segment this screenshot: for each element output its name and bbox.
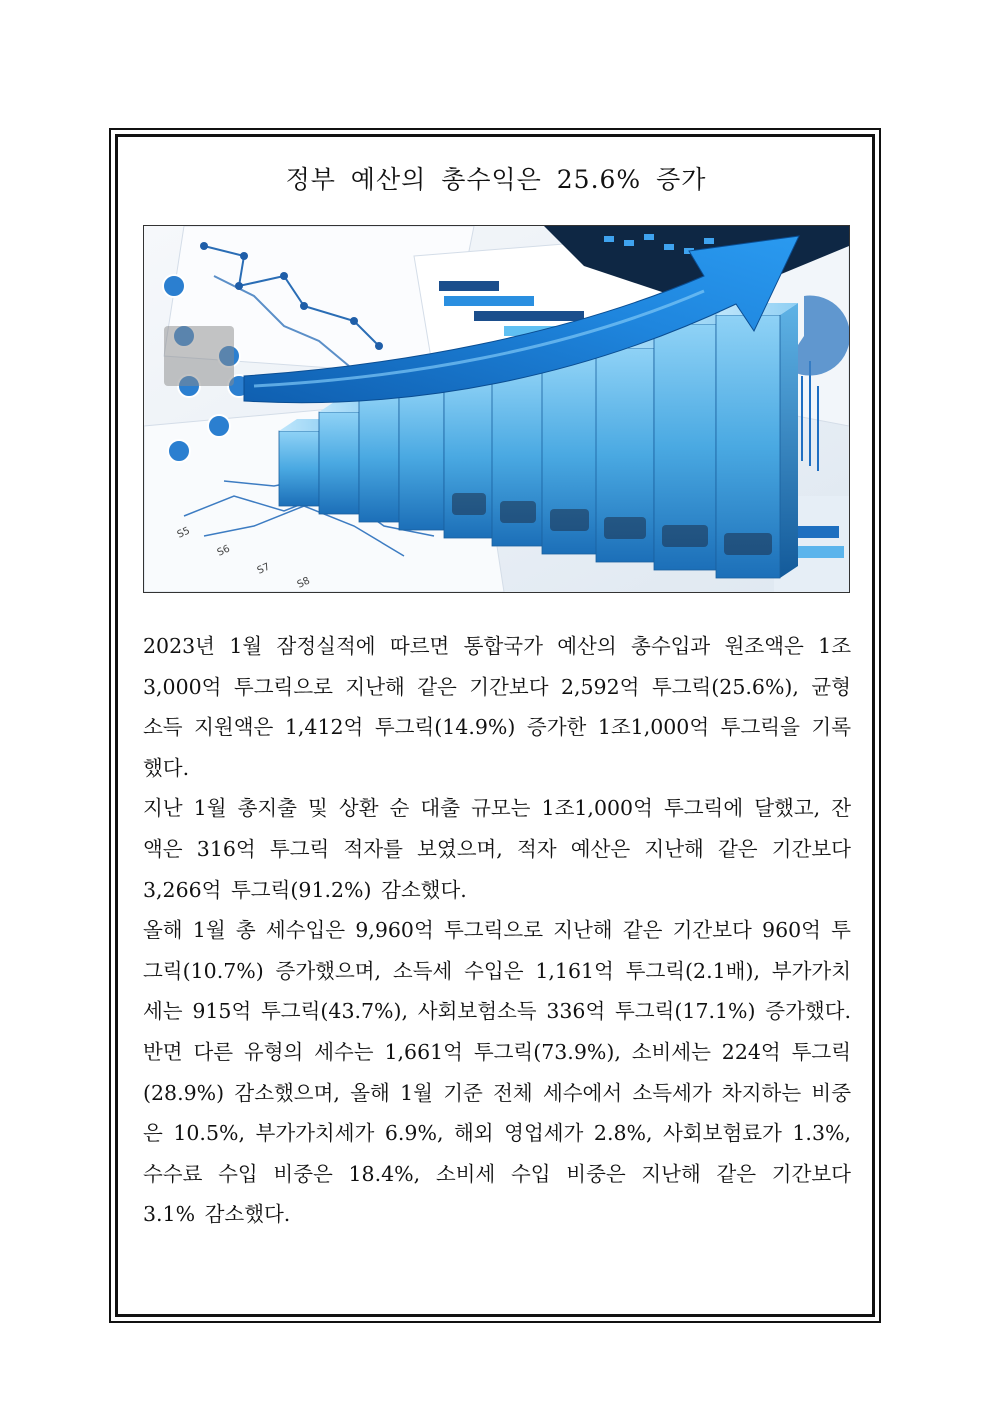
bar-3d-front — [399, 384, 444, 530]
bar-3d-front — [279, 431, 319, 506]
article-body — [143, 626, 851, 1235]
bar-3d-front — [319, 412, 359, 514]
axis-tick-label-1: S6 — [215, 543, 232, 559]
document-title: 정부 예산의 총수익은 25.6% 증가 — [285, 165, 707, 194]
bar-3d-front — [359, 393, 399, 522]
axis-tick-label-2: S7 — [255, 561, 272, 577]
bar-3d-reflection — [724, 533, 772, 555]
bar-3d-reflection — [550, 509, 589, 531]
bar-3d-reflection — [500, 501, 536, 523]
article-paragraph-2: 지난 1월 총지출 및 상환 순 대출 규모는 1조1,000억 투그릭에 달했고, 잔액은 316억 투그릭 적자를 보였으며, 적자 예산은 지난해 같은 기간보다 3,266억 투그릭(91.2%) 감소했다. — [143, 796, 851, 902]
bar-3d-reflection — [452, 493, 486, 515]
article-paragraph-3: 올해 1월 총 세수입은 9,960억 투그릭으로 지난해 같은 기간보다 960억 투그릭(10.7%) 증가했으며, 소득세 수입은 1,161억 투그릭(2.1배), 부가가치세는 915억 투그릭(43.7%), 사회보험소득 336억 투그릭(17.1%) 증가했다. 반면 다른 유형의 세수는 1,661억 투그릭(73.9%), 소비세는 224억 투그릭(28.9%) 감소했으며, 올해 1월 기준 전체 세수에서 소득세가 차지하는 비중은 10.5%, 부가가치세가 6.9%, 해외 영업세가 2.8%, 사회보험료가 1.3%, 수수료 수입 비중은 18.4%, 소비세 수입 비중은 지난해 같은 기간보다 3.1% 감소했다. — [143, 918, 851, 1227]
article-paragraph-1: 2023년 1월 잠정실적에 따르면 통합국가 예산의 총수입과 원조액은 1조 3,000억 투그릭으로 지난해 같은 기간보다 2,592억 투그릭(25.6%), 균형 소득 지원액은 1,412억 투그릭(14.9%) 증가한 1조1,000억 투그릭을 기록했다. — [143, 634, 851, 780]
bar-chart-growth-arrow-image — [143, 225, 850, 593]
axis-tick-label-3: S8 — [295, 575, 312, 591]
bar-3d-reflection — [604, 517, 646, 539]
axis-tick-label-0: S5 — [175, 525, 192, 541]
hero-illustration — [144, 226, 849, 592]
bar-3d-side — [780, 303, 798, 578]
bar-3d-reflection — [662, 525, 708, 547]
